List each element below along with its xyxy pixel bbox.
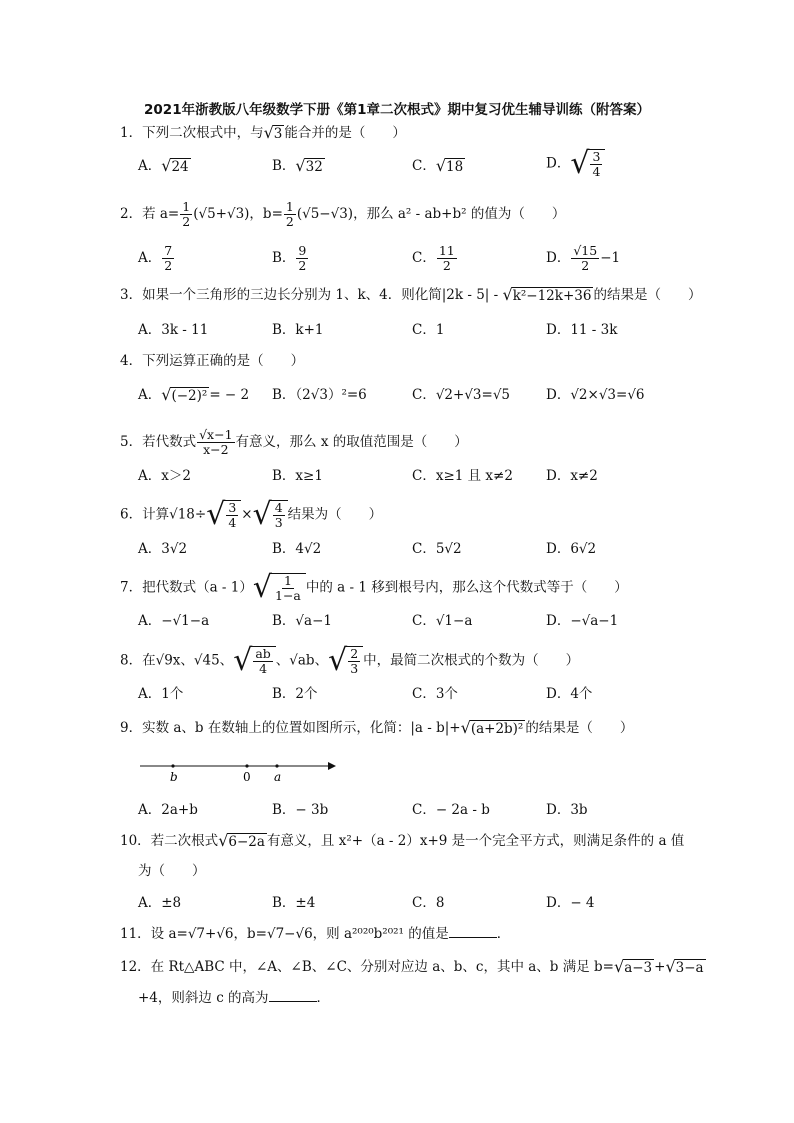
option-c: C．− 2a - b: [412, 802, 490, 818]
option-b: B．− 3b: [272, 802, 329, 818]
option-d: D．−√a−1: [546, 613, 619, 629]
option-b: B．（2√3）²=6: [272, 387, 367, 403]
option-d: D．6√2: [546, 541, 597, 557]
option-b: B． $\frac{9}{2}$: [272, 243, 307, 273]
question-10: 10．若二次根式 √ 6−2a 有意义，且 x²+（a - 2）x+9 是一个完全平方式，则满足条件的 a 值: [120, 831, 685, 850]
question-12-continued: +4，则斜边 c 的高为 ．: [138, 990, 331, 1006]
question-6: 6．计算√18÷ √ $\frac{3}{4}$ × √ $\frac{4}{3}$ 结果为（ ）: [120, 497, 383, 532]
number-line-arrow: [328, 762, 336, 770]
question-11: 11．设 a=√7+√6，b=√7−√6，则 a²⁰²⁰b²⁰²¹ 的值是 ．: [120, 926, 511, 942]
option-b: B．k+1: [272, 322, 324, 338]
option-c: C． $\frac{11}{2}$: [412, 243, 455, 273]
option-a: A．3√2: [138, 541, 188, 557]
option-b: B． √ 32: [272, 156, 323, 175]
option-c: C．√1−a: [412, 613, 473, 629]
answer-blank[interactable]: [269, 989, 317, 1002]
question-12: 12．在 Rt△ABC 中，∠A、∠B、∠C、分别对应边 a、b、c，其中 a、b 满足 b= √ a−3 + √ 3−a: [120, 957, 704, 976]
question-10-continued: 为（ ）: [138, 863, 206, 879]
question-9: 9．实数 a、b 在数轴上的位置如图所示，化简：|a - b|+ √ (a+2b)² 的结果是（ ）: [120, 718, 634, 737]
option-a: A．−√1−a: [138, 613, 210, 629]
question-3: 3．如果一个三角形的三边长分别为 1、k、4．则化简|2k - 5| - √ k²−12k+36 的结果是（ ）: [120, 285, 702, 304]
label-zero: 0: [243, 770, 251, 784]
option-d: D．√2×√3=√6: [546, 387, 645, 403]
option-a: A．3k - 11: [138, 322, 209, 338]
option-d: D．x≠2: [546, 468, 598, 484]
option-b: B．x≥1: [272, 468, 323, 484]
option-b: B．4√2: [272, 541, 322, 557]
option-b: B．2个: [272, 686, 318, 702]
question-2: 2．若 a= $\frac{1}{2}$ (√5+√3)，b= $\frac{1}{2}$ (√5−√3)，那么 a² - ab+b² 的值为（ ）: [120, 199, 566, 229]
question-7: 7．把代数式（a - 1） √ $\frac{1}{1-a}$ 中的 a - 1 移到根号内，那么这个代数式等于（ ）: [120, 570, 628, 605]
option-a: A． √ 24: [138, 156, 189, 175]
option-c: C．5√2: [412, 541, 462, 557]
option-a: A．±8: [138, 895, 182, 911]
option-a: A．x＞2: [138, 468, 191, 484]
point-b: [171, 764, 174, 767]
option-d: D．− 4: [546, 895, 595, 911]
point-zero: [245, 764, 248, 767]
option-d: D．3b: [546, 802, 588, 818]
option-b: B．±4: [272, 895, 316, 911]
answer-blank[interactable]: [449, 925, 497, 938]
option-c: C． √ 18: [412, 156, 464, 175]
question-8: 8．在√9x、√45、 √ $\frac{ab}{4}$ 、√ab、 √ $\frac{2}{3}$ 中，最简二次根式的个数为（ ）: [120, 643, 580, 678]
option-c: C．1: [412, 322, 445, 338]
option-d: D．4个: [546, 686, 593, 702]
label-a: a: [274, 770, 282, 784]
worksheet-title: 2021年浙教版八年级数学下册《第1章二次根式》期中复习优生辅导训练（附答案）: [144, 102, 650, 118]
option-a: A． √ (−2)² = − 2: [138, 385, 250, 404]
option-a: A．2a+b: [138, 802, 198, 818]
question-4: 4．下列运算正确的是（ ）: [120, 353, 305, 369]
option-c: C．x≥1 且 x≠2: [412, 468, 513, 484]
point-a: [275, 764, 278, 767]
option-a: A． $\frac{7}{2}$: [138, 243, 173, 273]
option-c: C．3个: [412, 686, 458, 702]
number-line: [140, 760, 340, 790]
option-d: D．11 - 3k: [546, 322, 618, 338]
option-b: B．√a−1: [272, 613, 332, 629]
option-d: D． $\frac{√15}{2}$ −1: [546, 243, 621, 273]
radical: √ 3: [263, 123, 283, 142]
option-a: A．1个: [138, 686, 184, 702]
option-c: C．8: [412, 895, 445, 911]
question-1: 1．下列二次根式中，与 √ 3 能合并的是（ ）: [120, 123, 406, 142]
question-5: 5．若代数式 $\frac{√x-1}{x-2}$ 有意义，那么 x 的取值范围是（ ）: [120, 427, 468, 457]
option-c: C．√2+√3=√5: [412, 387, 511, 403]
label-b: b: [170, 770, 178, 784]
option-d: D． √ $\frac{3}{4}$: [546, 149, 605, 179]
